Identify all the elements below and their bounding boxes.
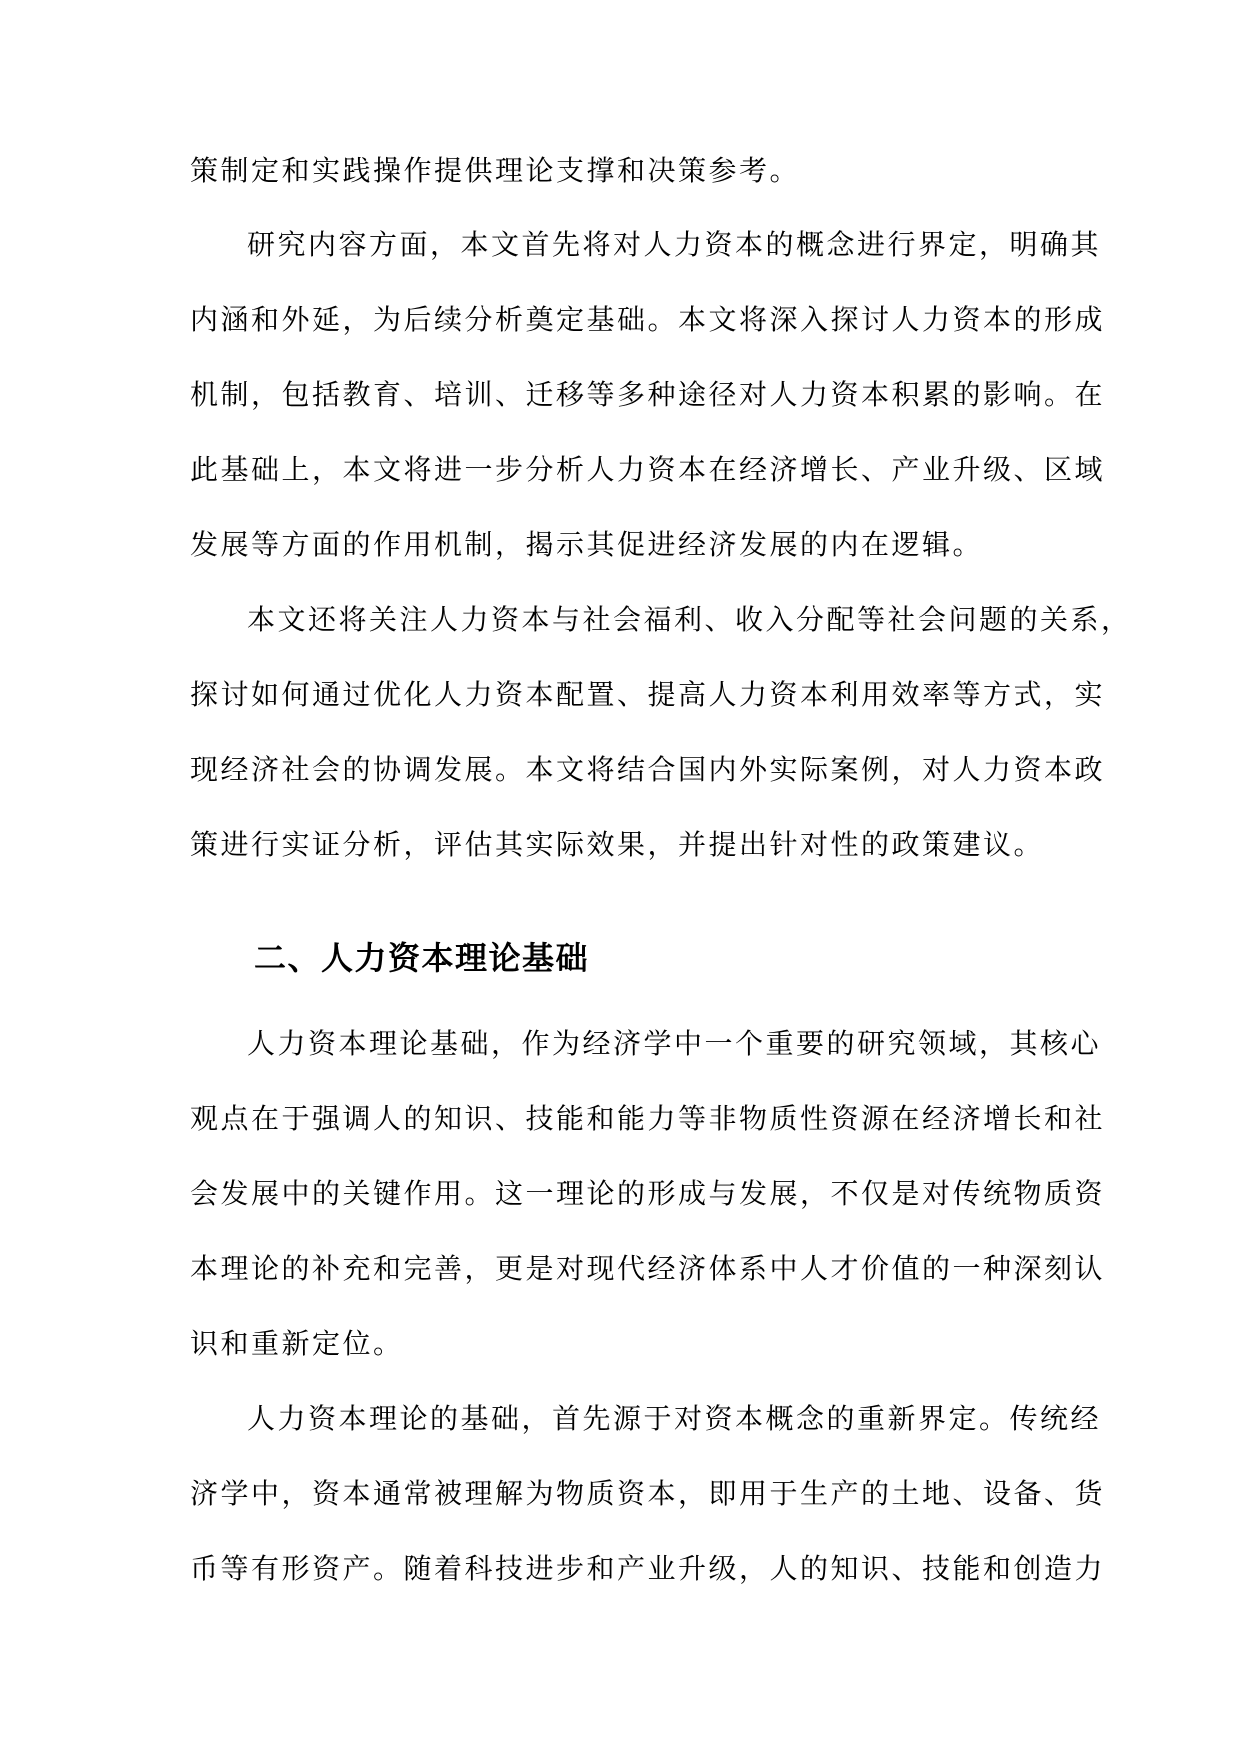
paragraph-line: 此基础上，本文将进一步分析人力资本在经济增长、产业升级、区域	[190, 453, 1106, 486]
paragraph-line: 探讨如何通过优化人力资本配置、提高人力资本利用效率等方式，实	[190, 678, 1106, 711]
paragraph-line: 策制定和实践操作提供理论支撑和决策参考。	[190, 154, 801, 187]
section-heading: 二、人力资本理论基础	[254, 939, 590, 977]
paragraph-line: 现经济社会的协调发展。本文将结合国内外实际案例，对人力资本政	[190, 753, 1106, 786]
paragraph-line: 币等有形资产。随着科技进步和产业升级，人的知识、技能和创造力	[190, 1552, 1106, 1585]
paragraph-line: 策进行实证分析，评估其实际效果，并提出针对性的政策建议。	[190, 828, 1045, 861]
paragraph-line: 本理论的补充和完善，更是对现代经济体系中人才价值的一种深刻认	[190, 1252, 1106, 1285]
paragraph-line: 观点在于强调人的知识、技能和能力等非物质性资源在经济增长和社	[190, 1102, 1106, 1135]
paragraph-line: 本文还将关注人力资本与社会福利、收入分配等社会问题的关系，	[247, 603, 1132, 636]
paragraph-line: 济学中，资本通常被理解为物质资本，即用于生产的土地、设备、货	[190, 1477, 1106, 1510]
paragraph-line: 内涵和外延，为后续分析奠定基础。本文将深入探讨人力资本的形成	[190, 303, 1106, 336]
paragraph-line: 识和重新定位。	[190, 1327, 404, 1360]
paragraph-line: 人力资本理论的基础，首先源于对资本概念的重新界定。传统经	[247, 1402, 1102, 1435]
paragraph-line: 人力资本理论基础，作为经济学中一个重要的研究领域，其核心	[247, 1027, 1102, 1060]
paragraph-line: 会发展中的关键作用。这一理论的形成与发展，不仅是对传统物质资	[190, 1177, 1106, 1210]
paragraph-line: 机制，包括教育、培训、迁移等多种途径对人力资本积累的影响。在	[190, 378, 1106, 411]
paragraph-line: 发展等方面的作用机制，揭示其促进经济发展的内在逻辑。	[190, 528, 984, 561]
paragraph-line: 研究内容方面，本文首先将对人力资本的概念进行界定，明确其	[247, 228, 1102, 261]
